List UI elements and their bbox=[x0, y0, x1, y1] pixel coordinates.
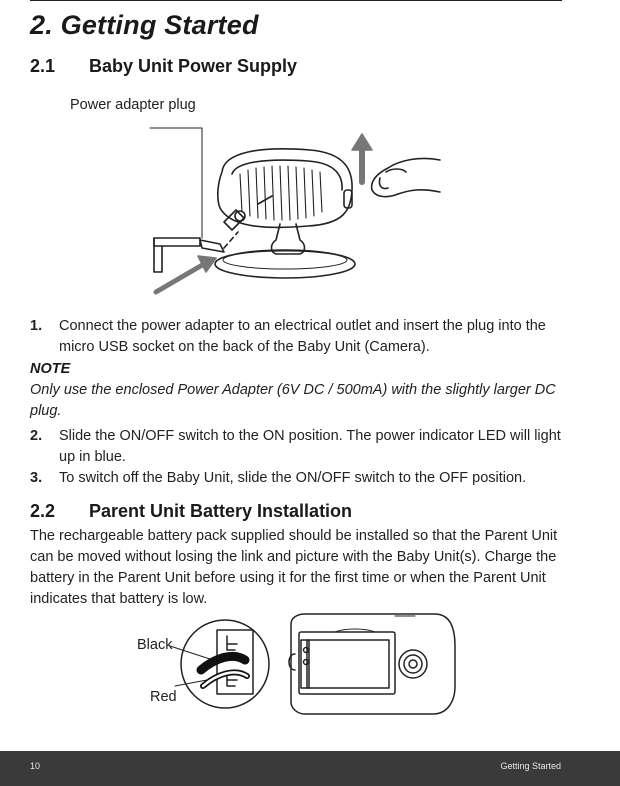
step-text: To switch off the Baby Unit, slide the ON/OFF switch to the OFF position. bbox=[59, 470, 527, 486]
step-text: Slide the ON/OFF switch to the ON position. The power indicator LED will light up in blue. bbox=[59, 428, 561, 465]
step-1 bbox=[30, 316, 562, 358]
step-number: 3. bbox=[30, 470, 43, 486]
power-adapter-plug-callout: Power adapter plug bbox=[70, 97, 196, 113]
section-number: 2.1 bbox=[30, 56, 56, 76]
section-heading-2-2 bbox=[30, 501, 352, 522]
chapter-heading: 2. Getting Started bbox=[30, 10, 259, 40]
note-label: NOTE bbox=[30, 361, 71, 377]
section-title: Parent Unit Battery Installation bbox=[89, 501, 353, 521]
baby-unit-illustration bbox=[140, 112, 460, 302]
step-number: 2. bbox=[30, 428, 43, 444]
footer-section-title: Getting Started bbox=[500, 761, 561, 771]
page-footer bbox=[0, 751, 620, 786]
top-rule bbox=[30, 0, 562, 1]
step-3 bbox=[30, 468, 562, 489]
battery-installation-illustration bbox=[165, 610, 460, 720]
step-number: 1. bbox=[30, 318, 43, 334]
section-heading-2-1 bbox=[30, 56, 297, 77]
step-2 bbox=[30, 426, 562, 468]
section-number: 2.2 bbox=[30, 501, 56, 521]
black-wire-label: Black bbox=[137, 637, 173, 653]
page-number: 10 bbox=[30, 761, 41, 771]
step-text: Connect the power adapter to an electrical outlet and insert the plug into the micro USB socket on the back of the Baby Unit (Camera). bbox=[59, 318, 546, 355]
note-text: Only use the enclosed Power Adapter (6V DC / 500mA) with the slightly larger DC plug. bbox=[30, 382, 556, 419]
section-title: Baby Unit Power Supply bbox=[89, 56, 298, 76]
battery-paragraph: The rechargeable battery pack supplied should be installed so that the Parent Unit can be moved without losing the link and picture with the Baby Unit(s). Charge the battery in the Parent Unit before using it for the first time or when the Parent Unit indicates that battery is low. bbox=[30, 528, 558, 607]
red-wire-label: Red bbox=[150, 689, 177, 705]
